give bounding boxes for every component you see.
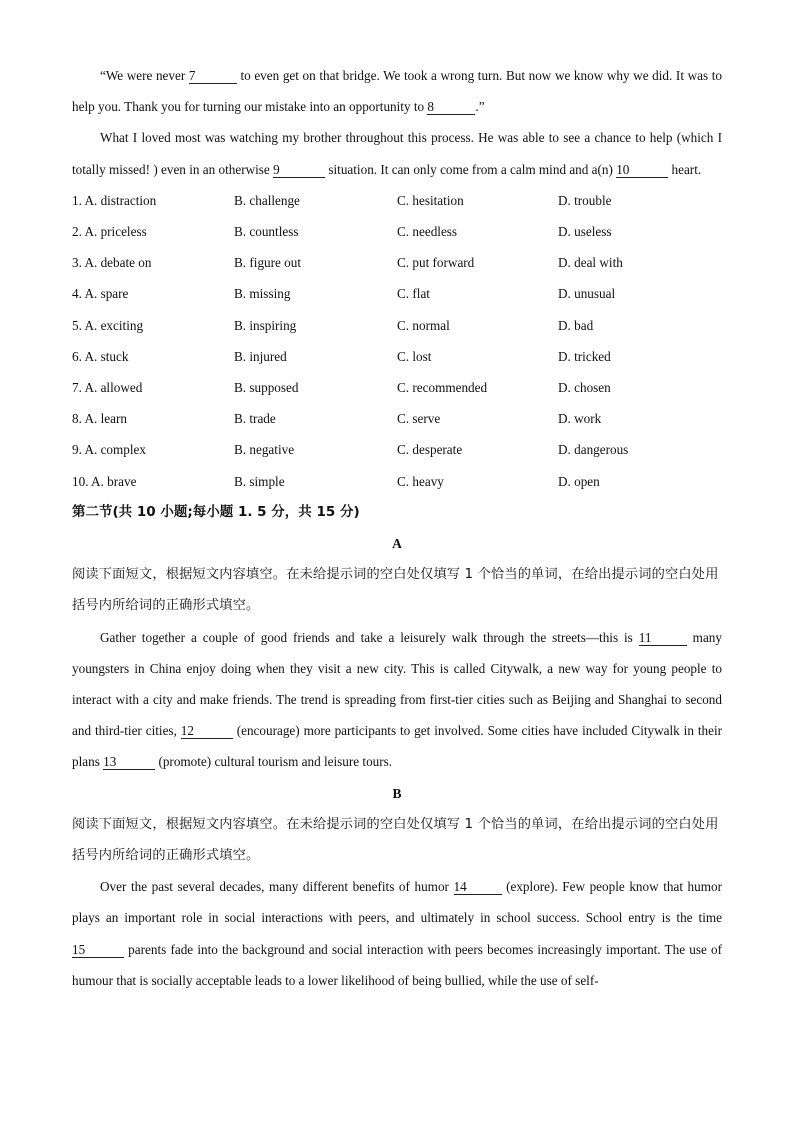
text: heart. [668,161,702,177]
option-row-7 [72,372,722,403]
option-d[interactable]: D. bad [558,317,594,333]
option-row-5 [72,310,722,341]
option-a[interactable]: 2. A. priceless [72,224,147,239]
section-heading: 第二节(共 10 小题;每小题 1. 5 分，共 15 分) [72,503,360,520]
option-c[interactable]: C. recommended [397,379,488,395]
option-b[interactable]: B. injured [234,348,287,364]
text: (encourage) more participants to get involved. Some cities have included Citywalk in their plans [72,723,722,770]
option-a[interactable]: 9. A. complex [72,442,146,458]
option-b[interactable]: B. challenge [234,192,300,208]
option-b[interactable]: B. inspiring [234,317,297,333]
blank-15[interactable]: 15 [72,943,124,958]
part-b-label: B [392,785,402,801]
option-d[interactable]: D. tricked [558,348,611,364]
text: parents fade into the background and social interaction with peers becomes increasingly important. The use of humour that is socially acceptable leads to a lower likelihood of being bullied, while the use of self- [72,941,722,988]
option-b[interactable]: B. simple [234,473,285,489]
blank-10[interactable]: 10 [616,163,668,178]
option-c[interactable]: C. hesitation [397,192,464,208]
options-table [72,185,722,497]
text: many youngsters in China enjoy doing when they visit a new city. This is called Citywalk, a new way for young people to interact with a city and make friends. The trend is spreading from first-tier cities such as Beijing and Shanghai to second and third-tier cities, [72,629,722,739]
text: What I loved most was watching my brother throughout this process. He was able to see a chance to help (which I totally missed! ) even in an otherwise [72,130,722,177]
option-d[interactable]: D. open [558,473,600,489]
text: to even get on that bridge. We took a wrong turn. But now we know why we did. It was to help you. Thank you for turning our mistake into an opportunity to [72,68,722,115]
blank-13[interactable]: 13 [103,755,155,770]
option-b[interactable]: B. countless [234,224,299,239]
option-a[interactable]: 1. A. distraction [72,192,157,208]
option-a[interactable]: 10. A. brave [72,473,137,489]
blank-7[interactable]: 7 [189,69,237,84]
option-b[interactable]: B. trade [234,411,276,427]
option-c[interactable]: C. normal [397,317,450,333]
text: (promote) cultural tourism and leisure tours. [155,754,393,770]
passage-paragraph-2 [72,122,722,184]
text: Over the past several decades, many different benefits of humor [100,879,454,895]
option-c[interactable]: C. desperate [397,442,463,458]
blank-9[interactable]: 9 [273,163,325,178]
option-b[interactable]: B. missing [234,286,291,302]
option-a[interactable]: 7. A. allowed [72,379,143,395]
blank-8[interactable]: 8 [427,100,475,115]
option-row-2 [72,216,722,247]
option-a[interactable]: 3. A. debate on [72,255,152,271]
part-b-passage [72,871,722,996]
text: situation. It can only come from a calm mind and a(n) [325,161,617,177]
option-d[interactable]: D. useless [558,224,612,239]
part-a-label: A [392,535,402,551]
passage-paragraph-1 [72,60,722,122]
blank-11[interactable]: 11 [639,631,687,646]
option-d[interactable]: D. chosen [558,379,611,395]
part-b-instructions: 阅读下面短文，根据短文内容填空。在未给提示词的空白处仅填写 1 个恰当的单词，在给出提示词的空白处用括号内所给词的正确形式填空。 [72,816,719,863]
blank-12[interactable]: 12 [181,724,233,739]
option-d[interactable]: D. deal with [558,255,623,271]
exam-page [72,60,722,996]
option-b[interactable]: B. negative [234,442,295,458]
blank-14[interactable]: 14 [454,880,502,895]
option-a[interactable]: 6. A. stuck [72,348,129,364]
option-a[interactable]: 8. A. learn [72,411,127,427]
option-row-6 [72,341,722,372]
option-d[interactable]: D. dangerous [558,442,629,458]
option-row-3 [72,247,722,278]
part-a-passage [72,622,722,778]
option-d[interactable]: D. unusual [558,286,616,302]
text: “We were never [100,68,189,83]
option-c[interactable]: C. serve [397,411,441,427]
option-d[interactable]: D. trouble [558,192,612,208]
text: (explore). Few people know that humor plays an important role in social interactions with peers, and ultimately in school success. School entry is the time [72,879,722,926]
option-c[interactable]: C. lost [397,348,432,364]
option-row-9 [72,434,722,465]
option-row-10 [72,466,722,497]
option-c[interactable]: C. flat [397,286,430,302]
text: .” [475,99,485,115]
option-c[interactable]: C. needless [397,224,458,239]
option-a[interactable]: 4. A. spare [72,286,129,302]
option-c[interactable]: C. heavy [397,473,444,489]
part-a-instructions: 阅读下面短文，根据短文内容填空。在未给提示词的空白处仅填写 1 个恰当的单词，在给出提示词的空白处用括号内所给词的正确形式填空。 [72,567,719,614]
option-row-8 [72,403,722,434]
text: Gather together a couple of good friends and take a leisurely walk through the streets—this is [100,629,639,645]
option-d[interactable]: D. work [558,411,602,427]
option-b[interactable]: B. supposed [234,379,299,395]
option-b[interactable]: B. figure out [234,255,302,271]
option-a[interactable]: 5. A. exciting [72,317,144,333]
option-row-1 [72,185,722,216]
option-c[interactable]: C. put forward [397,255,475,271]
option-row-4 [72,278,722,309]
